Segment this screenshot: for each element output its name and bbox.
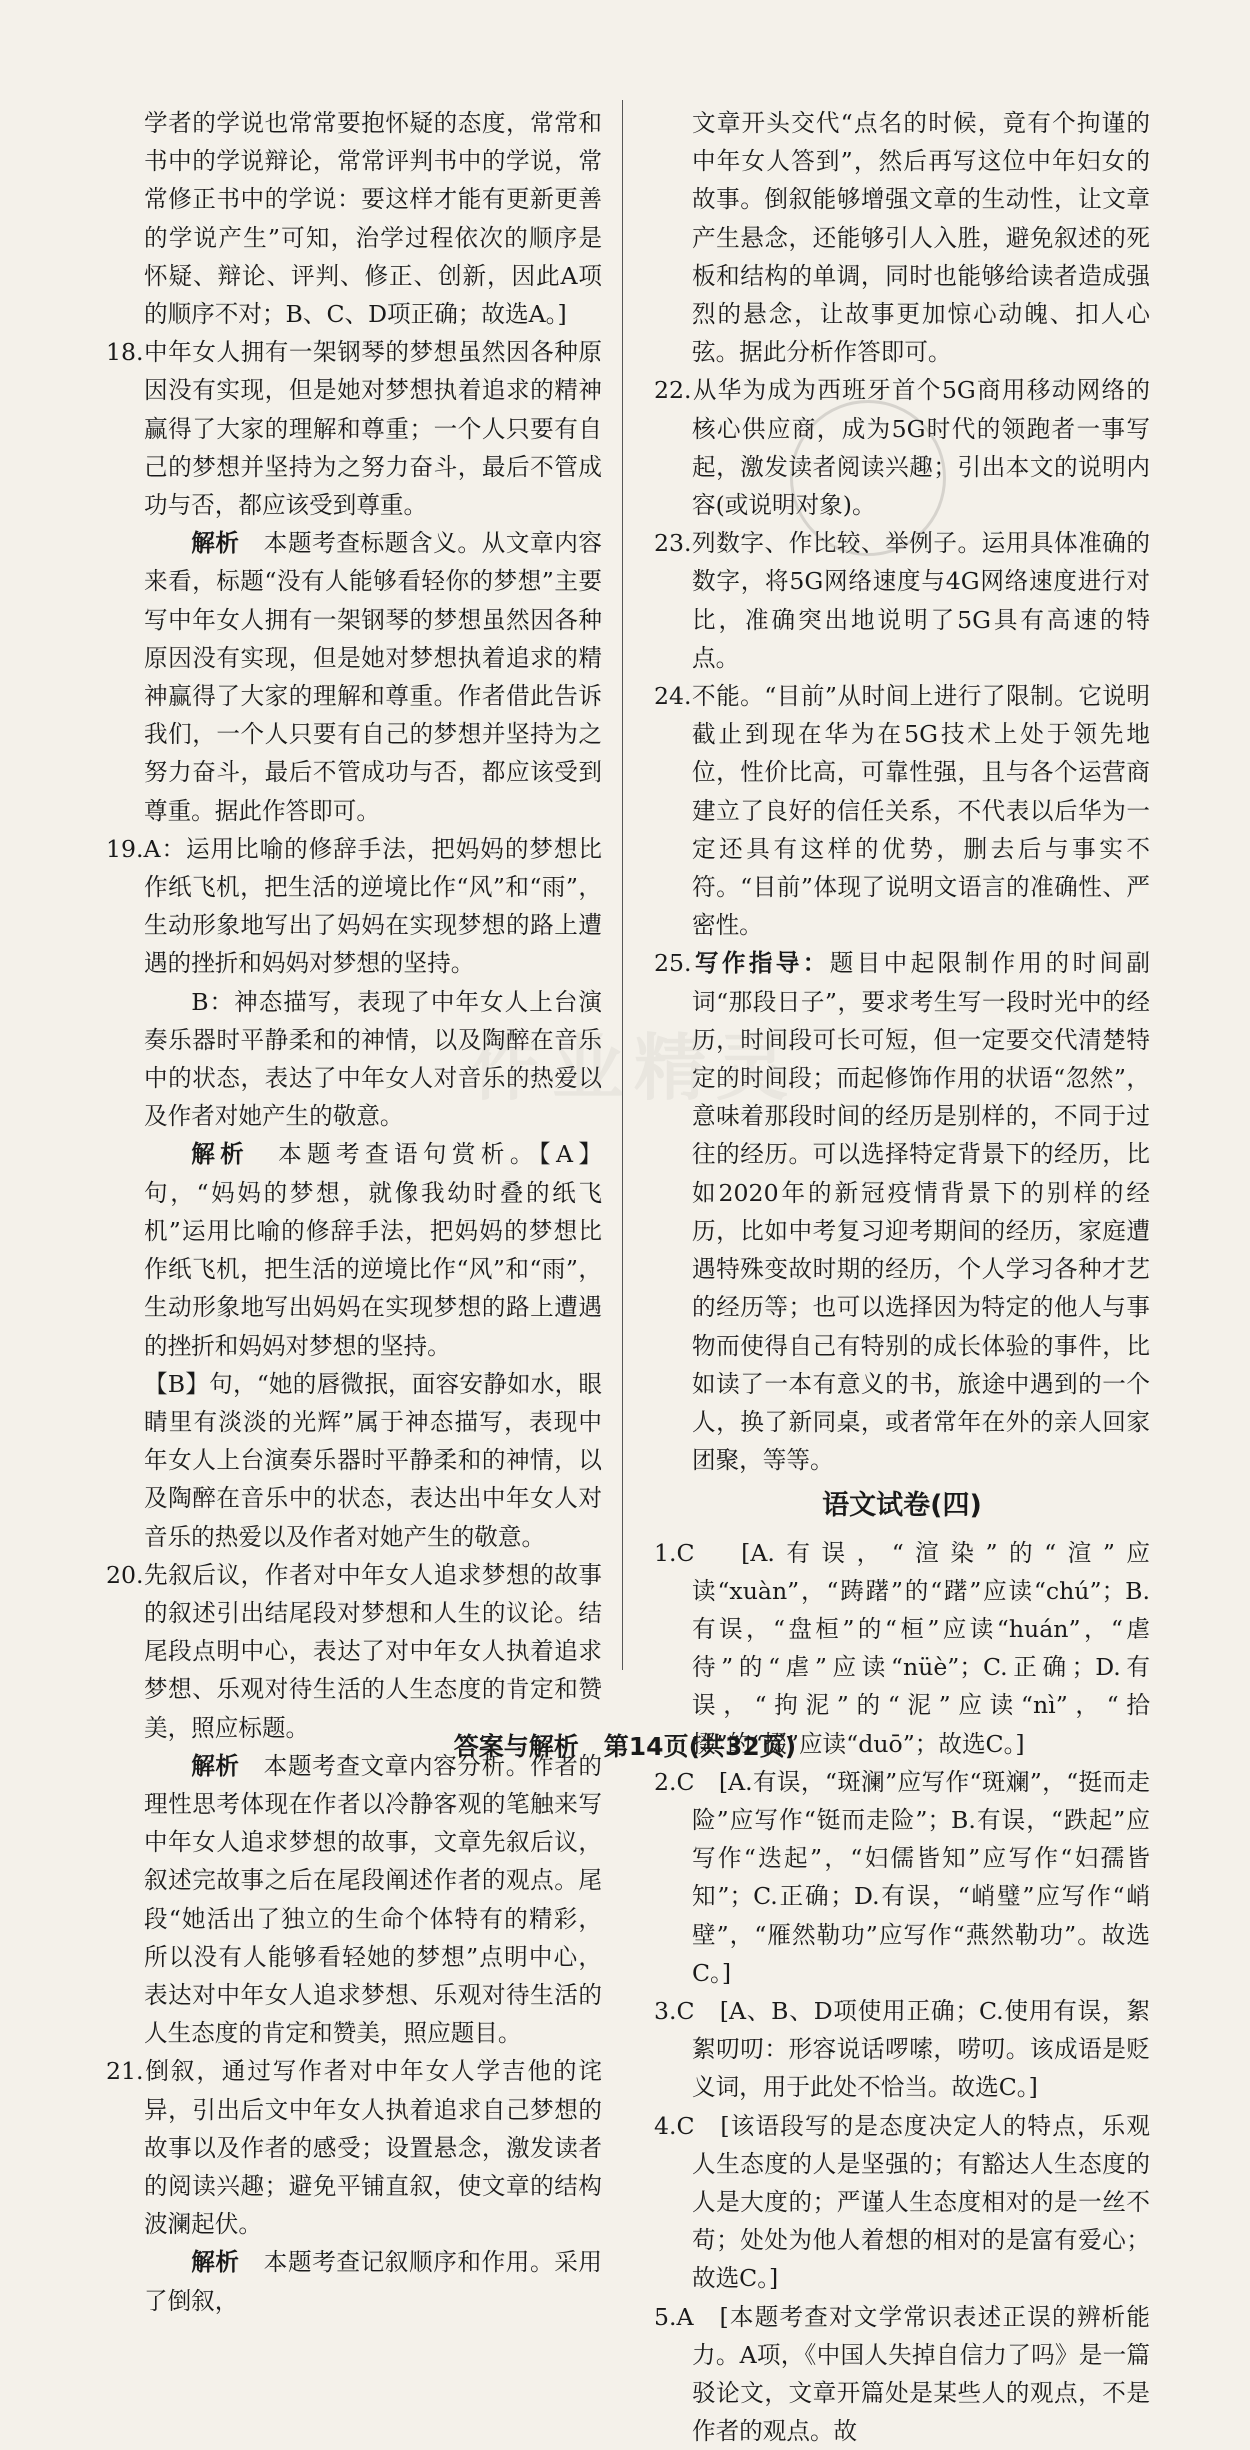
question-number: 25. bbox=[654, 949, 692, 978]
analysis-20 bbox=[106, 1747, 602, 2053]
answer-19b: B：神态描写，表现了中年女人上台演奏乐器时平静柔和的神情，以及陶醉在音乐中的状态，表达了中年女人对音乐的热爱以及作者对她产生的敬意。 bbox=[144, 987, 602, 1131]
page-footer: 答案与解析 第14页(共32页) bbox=[453, 1732, 797, 1761]
answer-19a: 19.A：运用比喻的修辞手法，把妈妈的梦想比作纸飞机，把生活的逆境比作“风”和“雨”，生动形象地写出了妈妈在实现梦想的路上遭遇的挫折和妈妈对梦想的坚持。 bbox=[106, 834, 602, 978]
faint-seal-mark bbox=[790, 400, 946, 556]
analysis-text: 本题考查文章内容分析。作者的理性思考体现在作者以冷静客观的笔触来写中年女人追求梦想的故事，文章先叙后议，叙述完故事之后在尾段阐述作者的观点。尾段“她活出了独立的生命个体特有的精彩，所以没有人能够看轻她的梦想”点明中心，表达对中年女人追求梦想、乐观对待生活的人生态度的肯定和赞美，照应题目。 bbox=[144, 1751, 603, 2048]
analysis-19-b: 【B】句，“她的唇微抿，面容安静如水，眼睛里有淡淡的光辉”属于神态描写，表现中年女人上台演奏乐器时平静柔和的神情，以及陶醉在音乐中的状态，表达出中年女人对音乐的热爱以及作者对她产生的敬意。 bbox=[144, 1369, 602, 1551]
analysis-21-continuation: 文章开头交代“点名的时候，竟有个拘谨的中年女人答到”，然后再写这位中年妇女的故事。倒叙能够增强文章的生动性，让文章产生悬念，还能够引人入胜，避免叙述的死板和结构的单调，同时也能够给读者造成强烈的悬念，让故事更加惊心动魄、扣人心弦。据此分析作答即可。 bbox=[692, 109, 1150, 367]
analysis-text: 本题考查记叙顺序和作用。采用了倒叙， bbox=[144, 2248, 603, 2315]
left-column bbox=[106, 104, 602, 2320]
section-title: 语文试卷(四) bbox=[822, 1490, 982, 1522]
writing-guide-text: 题目中起限制作用的时间副词“那段日子”，要求考生写一段时光中的经历，时间段可长可短，但一定要交代清楚特定的时间段；而起修饰作用的状语“忽然”，意味着那段时间的经历是别样的，不同于过往的经历。可以选择特定背景下的经历，比如2020年的新冠疫情背景下的别样的经历，比如中考复习迎考期间的经历，家庭遭遇特殊变故时期的经历，个人学习各种才艺的经历等；也可以选择因为特定的他人与事物而使得自己有特别的成长体验的事件，比如读了一本有意义的书，旅途中遇到的一个人，换了新同桌，或者常年在外的亲人回家团聚，等等。 bbox=[692, 949, 1150, 1475]
answer-21: 21.倒叙，通过写作者对中年女人学吉他的诧异，引出后文中年女人执着追求自己梦想的故事以及作者的感受；设置悬念，激发读者的阅读兴趣；避免平铺直叙，使文章的结构波澜起伏。 bbox=[106, 2057, 602, 2239]
answer-24: 24.不能。“目前”从时间上进行了限制。它说明截止到现在华为在5G技术上处于领先地位，性价比高，可靠性强，且与各个运营商建立了良好的信任关系，不代表以后华为一定还具有这样的优势，删去后与事实不符。“目前”体现了说明文语言的准确性、严密性。 bbox=[654, 682, 1150, 940]
answer-5: 5.A [本题考查对文学常识表述正误的辨析能力。A项，《中国人失掉自信力了吗》是一篇驳论文，文章开篇处是某些人的观点，不是作者的观点。故 bbox=[654, 2302, 1150, 2446]
answer-22: 22.从华为成为西班牙首个5G商用移动网络的核心供应商，成为5G时代的领跑者一事写起，激发读者阅读兴趣；引出本文的说明内容(或说明对象)。 bbox=[654, 376, 1150, 520]
answer-20: 20.先叙后议，作者对中年女人追求梦想的故事的叙述引出结尾段对梦想和人生的议论。结尾段点明中心，表达了对中年女人执着追求梦想、乐观对待生活的人生态度的肯定和赞美，照应标题。 bbox=[106, 1560, 602, 1742]
analysis-21 bbox=[106, 2243, 602, 2319]
answer-23: 23.列数字、作比较、举例子。运用具体准确的数字，将5G网络速度与4G网络速度进行对比，准确突出地说明了5G具有高速的特点。 bbox=[654, 529, 1150, 672]
analysis-label: 解析 bbox=[191, 1751, 240, 1780]
column-divider bbox=[622, 100, 623, 1670]
analysis-text: 本题考查语句赏析。【A】句，“妈妈的梦想，就像我幼时叠的纸飞机”运用比喻的修辞手法，把妈妈的梦想比作纸飞机，把生活的逆境比作“风”和“雨”，生动形象地写出妈妈在实现梦想的路上遭遇的挫折和妈妈对梦想的坚持。 bbox=[144, 1140, 602, 1360]
analysis-label: 解析 bbox=[191, 529, 240, 558]
analysis-18 bbox=[106, 524, 602, 830]
analysis-19 bbox=[106, 1135, 602, 1364]
answer-2: 2.C [A.有误，“斑澜”应写作“斑斓”，“挺而走险”应写作“铤而走险”；B.有误，“跌起”应写作“迭起”，“妇儒皆知”应写作“妇孺皆知”；C.正确；D.有误，“峭璧”应写作“峭壁”，“雁然勒功”应写作“燕然勒功”。故选C。] bbox=[654, 1767, 1150, 1987]
answer-18: 18.中年女人拥有一架钢琴的梦想虽然因各种原因没有实现，但是她对梦想执着追求的精神赢得了大家的理解和尊重；一个人只要有自己的梦想并坚持为之努力奋斗，最后不管成功与否，都应该受到尊重。 bbox=[106, 338, 602, 520]
analysis-text: 本题考查标题含义。从文章内容来看，标题“没有人能够看轻你的梦想”主要写中年女人拥有一架钢琴的梦想虽然因各种原因没有实现，但是她对梦想执着追求的精神赢得了大家的理解和尊重。作者借此告诉我们，一个人只要有自己的梦想并坚持为之努力奋斗，最后不管成功与否，都应该受到尊重。据此作答即可。 bbox=[144, 529, 603, 825]
analysis-label: 解析 bbox=[191, 1140, 250, 1169]
answer-1: 1.C [A.有误，“渲染”的“渲”应读“xuàn”，“踌躇”的“躇”应读“chú”；B.有误，“盘桓”的“桓”应读“huán”，“虐待”的“虐”应读“nüè”；C.正确；D.有误，“拘泥”的“泥”应读“nì”，“拾掇”的“掇”应读“duō”；故选C。] bbox=[654, 1538, 1150, 1758]
q17-continuation: 学者的学说也常常要抱怀疑的态度，常常和书中的学说辩论，常常评判书中的学说，常常修正书中的学说：要这样才能有更新更善的学说产生”可知，治学过程依次的顺序是怀疑、辩论、评判、修正、创新，因此A项的顺序不对；B、C、D项正确；故选A。] bbox=[144, 109, 602, 329]
writing-guide-label: 写作指导： bbox=[691, 949, 830, 978]
answer-4: 4.C [该语段写的是态度决定人的特点，乐观人生态度的人是坚强的；有豁达人生态度的人是大度的；严谨人生态度相对的是一丝不苟；处处为他人着想的相对的是富有爱心；故选C。] bbox=[654, 2111, 1150, 2293]
watermark: 作业精灵 bbox=[470, 1026, 799, 1110]
answer-3: 3.C [A、B、D项使用正确；C.使用有误，絮絮叨叨：形容说话啰嗦，唠叨。该成语是贬义词，用于此处不恰当。故选C。] bbox=[654, 1996, 1150, 2102]
analysis-label: 解析 bbox=[191, 2248, 240, 2277]
